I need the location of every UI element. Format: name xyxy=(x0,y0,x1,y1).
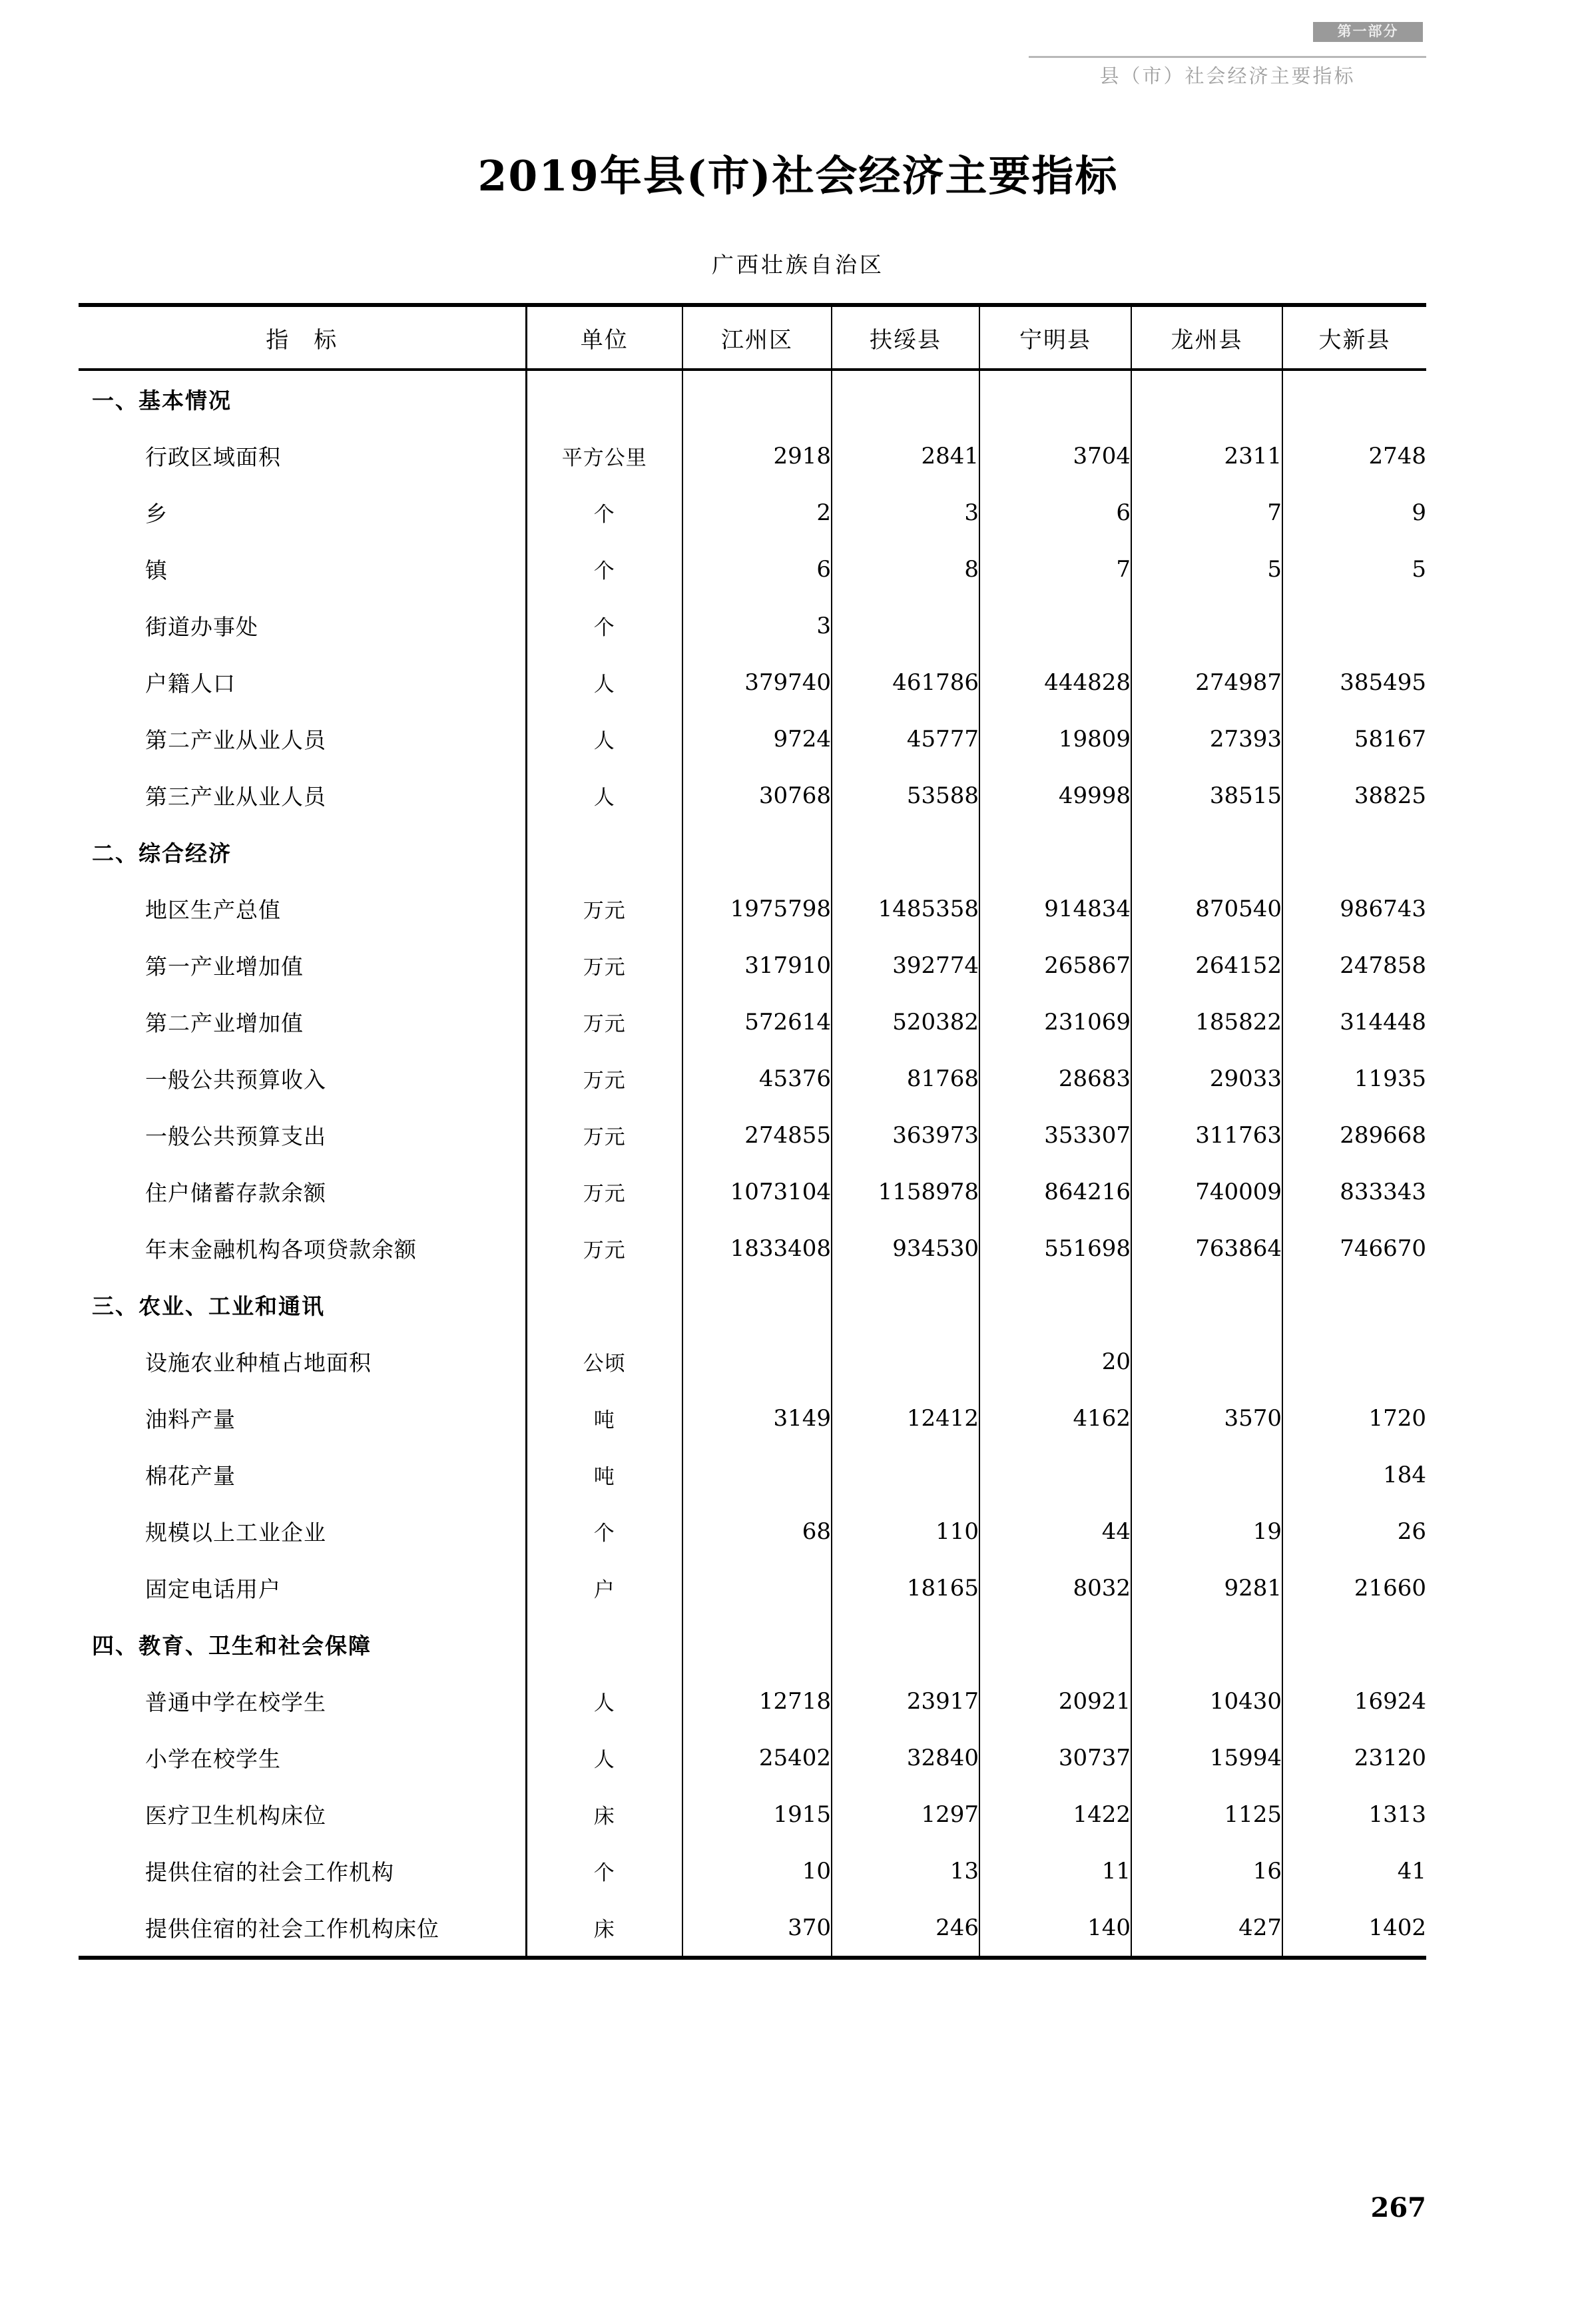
value-cell: 461786 xyxy=(832,654,979,711)
value-cell: 1158978 xyxy=(832,1163,979,1220)
unit-cell: 万元 xyxy=(526,994,682,1050)
unit-cell: 人 xyxy=(526,1729,682,1786)
table-row xyxy=(79,1899,1426,1956)
value-cell: 10 xyxy=(682,1843,832,1899)
column-header-5: 龙州县 xyxy=(1131,307,1282,368)
value-cell xyxy=(682,1333,832,1390)
value-cell xyxy=(1131,371,1282,428)
value-cell: 392774 xyxy=(832,937,979,994)
indicator-label: 行政区域面积 xyxy=(145,444,281,470)
value-cell: 140 xyxy=(979,1899,1131,1956)
value-cell: 20 xyxy=(979,1333,1131,1390)
value-cell: 11 xyxy=(979,1843,1131,1899)
value-cell: 427 xyxy=(1131,1899,1282,1956)
table-row xyxy=(79,711,1426,767)
value-cell: 27393 xyxy=(1131,711,1282,767)
value-cell: 41 xyxy=(1282,1843,1426,1899)
value-cell xyxy=(832,597,979,654)
value-cell xyxy=(682,1616,832,1673)
section-row xyxy=(79,1277,1426,1333)
unit-cell: 人 xyxy=(526,767,682,824)
header-rule xyxy=(1029,56,1426,58)
value-cell: 2311 xyxy=(1131,428,1282,484)
value-cell: 265867 xyxy=(979,937,1131,994)
value-cell: 2918 xyxy=(682,428,832,484)
value-cell xyxy=(1131,1333,1282,1390)
value-cell xyxy=(1282,1333,1426,1390)
value-cell: 12718 xyxy=(682,1673,832,1729)
value-cell: 311763 xyxy=(1131,1107,1282,1163)
unit-cell: 个 xyxy=(526,597,682,654)
unit-cell: 人 xyxy=(526,1673,682,1729)
unit-cell: 个 xyxy=(526,541,682,597)
value-cell: 363973 xyxy=(832,1107,979,1163)
indicator-label: 街道办事处 xyxy=(145,614,258,640)
value-cell: 3 xyxy=(832,484,979,541)
value-cell: 870540 xyxy=(1131,880,1282,937)
column-header-2: 江州区 xyxy=(682,307,832,368)
table-row xyxy=(79,541,1426,597)
value-cell: 9281 xyxy=(1131,1560,1282,1616)
value-cell xyxy=(1131,824,1282,880)
section-row xyxy=(79,371,1426,428)
value-cell: 317910 xyxy=(682,937,832,994)
value-cell xyxy=(979,1277,1131,1333)
value-cell: 2841 xyxy=(832,428,979,484)
value-cell: 4162 xyxy=(979,1390,1131,1446)
value-cell: 746670 xyxy=(1282,1220,1426,1277)
table-row xyxy=(79,1729,1426,1786)
value-cell: 1125 xyxy=(1131,1786,1282,1843)
value-cell xyxy=(1282,371,1426,428)
indicator-label: 户籍人口 xyxy=(145,671,236,697)
unit-cell xyxy=(526,1616,682,1673)
unit-cell: 万元 xyxy=(526,1220,682,1277)
unit-cell: 万元 xyxy=(526,1050,682,1107)
indicator-label: 固定电话用户 xyxy=(145,1576,281,1602)
value-cell xyxy=(979,1616,1131,1673)
value-cell: 551698 xyxy=(979,1220,1131,1277)
value-cell: 2748 xyxy=(1282,428,1426,484)
value-cell: 16 xyxy=(1131,1843,1282,1899)
table-row xyxy=(79,1446,1426,1503)
table-bottom-rule xyxy=(79,1956,1426,1960)
part-badge: 第一部分 xyxy=(1313,22,1423,42)
table-row xyxy=(79,1673,1426,1729)
value-cell: 38515 xyxy=(1131,767,1282,824)
value-cell: 520382 xyxy=(832,994,979,1050)
value-cell: 914834 xyxy=(979,880,1131,937)
value-cell: 26 xyxy=(1282,1503,1426,1560)
value-cell: 23917 xyxy=(832,1673,979,1729)
table-header-row xyxy=(79,307,1426,368)
value-cell: 10430 xyxy=(1131,1673,1282,1729)
table-row xyxy=(79,880,1426,937)
value-cell: 185822 xyxy=(1131,994,1282,1050)
unit-cell: 万元 xyxy=(526,880,682,937)
value-cell: 2 xyxy=(682,484,832,541)
value-cell: 9 xyxy=(1282,484,1426,541)
value-cell: 740009 xyxy=(1131,1163,1282,1220)
value-cell: 3 xyxy=(682,597,832,654)
indicator-label: 医疗卫生机构床位 xyxy=(145,1803,326,1829)
value-cell: 18165 xyxy=(832,1560,979,1616)
value-cell: 246 xyxy=(832,1899,979,1956)
indicator-label: 一般公共预算收入 xyxy=(145,1067,326,1093)
table-row xyxy=(79,1163,1426,1220)
indicator-label: 普通中学在校学生 xyxy=(145,1689,326,1715)
section-label: 三、农业、工业和通讯 xyxy=(92,1293,325,1319)
value-cell xyxy=(1131,1616,1282,1673)
value-cell: 1297 xyxy=(832,1786,979,1843)
table-row xyxy=(79,1843,1426,1899)
column-header-3: 扶绥县 xyxy=(832,307,979,368)
unit-cell: 个 xyxy=(526,1503,682,1560)
value-cell: 19 xyxy=(1131,1503,1282,1560)
value-cell: 29033 xyxy=(1131,1050,1282,1107)
unit-cell: 万元 xyxy=(526,937,682,994)
table-row xyxy=(79,937,1426,994)
value-cell: 1422 xyxy=(979,1786,1131,1843)
value-cell: 1915 xyxy=(682,1786,832,1843)
value-cell: 5 xyxy=(1131,541,1282,597)
indicator-label: 乡 xyxy=(145,501,168,527)
indicator-label: 第三产业从业人员 xyxy=(145,784,326,810)
value-cell: 370 xyxy=(682,1899,832,1956)
unit-cell: 人 xyxy=(526,654,682,711)
value-cell: 444828 xyxy=(979,654,1131,711)
value-cell xyxy=(832,1277,979,1333)
value-cell xyxy=(1131,1277,1282,1333)
value-cell xyxy=(682,824,832,880)
indicator-label: 地区生产总值 xyxy=(145,897,281,923)
value-cell: 81768 xyxy=(832,1050,979,1107)
value-cell: 9724 xyxy=(682,711,832,767)
indicator-label: 棉花产量 xyxy=(145,1463,236,1489)
running-header xyxy=(0,0,1596,113)
value-cell: 15994 xyxy=(1131,1729,1282,1786)
region-subtitle: 广西壮族自治区 xyxy=(712,252,884,278)
value-cell: 110 xyxy=(832,1503,979,1560)
indicator-label: 第二产业增加值 xyxy=(145,1010,304,1036)
unit-cell: 个 xyxy=(526,1843,682,1899)
value-cell xyxy=(832,824,979,880)
value-cell xyxy=(1282,1616,1426,1673)
table-row xyxy=(79,428,1426,484)
value-cell: 986743 xyxy=(1282,880,1426,937)
value-cell: 53588 xyxy=(832,767,979,824)
value-cell: 3149 xyxy=(682,1390,832,1446)
section-label: 四、教育、卫生和社会保障 xyxy=(92,1633,372,1659)
value-cell xyxy=(682,371,832,428)
value-cell: 38825 xyxy=(1282,767,1426,824)
table-row xyxy=(79,1390,1426,1446)
value-cell: 58167 xyxy=(1282,711,1426,767)
value-cell xyxy=(979,824,1131,880)
section-row xyxy=(79,824,1426,880)
unit-cell: 户 xyxy=(526,1560,682,1616)
value-cell: 16924 xyxy=(1282,1673,1426,1729)
table-row xyxy=(79,1503,1426,1560)
value-cell: 1833408 xyxy=(682,1220,832,1277)
indicator-label: 规模以上工业企业 xyxy=(145,1520,326,1546)
value-cell: 6 xyxy=(682,541,832,597)
unit-cell: 人 xyxy=(526,711,682,767)
value-cell: 379740 xyxy=(682,654,832,711)
value-cell: 385495 xyxy=(1282,654,1426,711)
value-cell xyxy=(682,1560,832,1616)
value-cell xyxy=(979,1446,1131,1503)
table-row xyxy=(79,1786,1426,1843)
value-cell xyxy=(979,597,1131,654)
unit-cell xyxy=(526,824,682,880)
indicator-label: 设施农业种植占地面积 xyxy=(145,1350,372,1376)
table-row xyxy=(79,1333,1426,1390)
value-cell: 28683 xyxy=(979,1050,1131,1107)
unit-cell: 平方公里 xyxy=(526,428,682,484)
value-cell: 25402 xyxy=(682,1729,832,1786)
value-cell: 32840 xyxy=(832,1729,979,1786)
value-cell: 3570 xyxy=(1131,1390,1282,1446)
unit-cell: 床 xyxy=(526,1786,682,1843)
section-label: 一、基本情况 xyxy=(92,388,232,414)
statistics-table xyxy=(79,303,1426,1960)
value-cell: 1073104 xyxy=(682,1163,832,1220)
value-cell xyxy=(832,1333,979,1390)
indicator-label: 镇 xyxy=(145,557,168,583)
value-cell xyxy=(1282,1277,1426,1333)
value-cell: 23120 xyxy=(1282,1729,1426,1786)
value-cell: 274855 xyxy=(682,1107,832,1163)
value-cell xyxy=(1131,1446,1282,1503)
table-row xyxy=(79,767,1426,824)
value-cell: 44 xyxy=(979,1503,1131,1560)
indicator-label: 年末金融机构各项贷款余额 xyxy=(145,1237,417,1263)
value-cell: 3704 xyxy=(979,428,1131,484)
indicator-label: 油料产量 xyxy=(145,1406,236,1432)
table-row xyxy=(79,1107,1426,1163)
value-cell: 1313 xyxy=(1282,1786,1426,1843)
column-header-6: 大新县 xyxy=(1282,307,1426,368)
value-cell: 289668 xyxy=(1282,1107,1426,1163)
column-header-0: 指 标 xyxy=(266,326,338,354)
value-cell: 68 xyxy=(682,1503,832,1560)
unit-cell xyxy=(526,371,682,428)
value-cell: 19809 xyxy=(979,711,1131,767)
unit-cell xyxy=(526,1277,682,1333)
value-cell: 934530 xyxy=(832,1220,979,1277)
indicator-label: 提供住宿的社会工作机构床位 xyxy=(145,1916,439,1942)
value-cell xyxy=(1131,597,1282,654)
value-cell: 7 xyxy=(1131,484,1282,541)
unit-cell: 个 xyxy=(526,484,682,541)
rule xyxy=(79,1956,1426,1960)
unit-cell: 吨 xyxy=(526,1446,682,1503)
indicator-label: 提供住宿的社会工作机构 xyxy=(145,1859,394,1885)
value-cell xyxy=(832,1616,979,1673)
value-cell: 763864 xyxy=(1131,1220,1282,1277)
section-label: 二、综合经济 xyxy=(92,840,232,866)
value-cell: 184 xyxy=(1282,1446,1426,1503)
value-cell xyxy=(1282,597,1426,654)
value-cell: 5 xyxy=(1282,541,1426,597)
section-row xyxy=(79,1616,1426,1673)
value-cell: 314448 xyxy=(1282,994,1426,1050)
value-cell: 11935 xyxy=(1282,1050,1426,1107)
indicator-label: 小学在校学生 xyxy=(145,1746,281,1772)
value-cell: 8032 xyxy=(979,1560,1131,1616)
value-cell: 30737 xyxy=(979,1729,1131,1786)
table-row xyxy=(79,1560,1426,1616)
value-cell xyxy=(682,1446,832,1503)
value-cell: 8 xyxy=(832,541,979,597)
value-cell: 6 xyxy=(979,484,1131,541)
value-cell: 353307 xyxy=(979,1107,1131,1163)
indicator-table xyxy=(79,303,1426,1960)
value-cell: 572614 xyxy=(682,994,832,1050)
unit-cell: 万元 xyxy=(526,1107,682,1163)
unit-cell: 吨 xyxy=(526,1390,682,1446)
value-cell: 20921 xyxy=(979,1673,1131,1729)
unit-cell: 万元 xyxy=(526,1163,682,1220)
value-cell: 7 xyxy=(979,541,1131,597)
value-cell: 274987 xyxy=(1131,654,1282,711)
unit-cell: 床 xyxy=(526,1899,682,1956)
value-cell: 21660 xyxy=(1282,1560,1426,1616)
indicator-label: 住户储蓄存款余额 xyxy=(145,1180,326,1206)
value-cell: 1485358 xyxy=(832,880,979,937)
table-row xyxy=(79,1220,1426,1277)
value-cell: 833343 xyxy=(1282,1163,1426,1220)
value-cell: 1402 xyxy=(1282,1899,1426,1956)
value-cell xyxy=(979,371,1131,428)
value-cell: 13 xyxy=(832,1843,979,1899)
table-row xyxy=(79,484,1426,541)
indicator-label: 第一产业增加值 xyxy=(145,954,304,980)
value-cell: 247858 xyxy=(1282,937,1426,994)
value-cell: 864216 xyxy=(979,1163,1131,1220)
value-cell xyxy=(682,1277,832,1333)
value-cell xyxy=(1282,824,1426,880)
value-cell: 231069 xyxy=(979,994,1131,1050)
indicator-label: 一般公共预算支出 xyxy=(145,1123,326,1149)
indicator-label: 第二产业从业人员 xyxy=(145,727,326,753)
running-header-title: 县（市）社会经济主要指标 xyxy=(1099,65,1356,87)
value-cell: 45376 xyxy=(682,1050,832,1107)
column-header-1: 单位 xyxy=(526,307,682,368)
value-cell: 49998 xyxy=(979,767,1131,824)
value-cell: 12412 xyxy=(832,1390,979,1446)
value-cell xyxy=(832,371,979,428)
value-cell: 264152 xyxy=(1131,937,1282,994)
value-cell: 30768 xyxy=(682,767,832,824)
value-cell: 1720 xyxy=(1282,1390,1426,1446)
table-row xyxy=(79,994,1426,1050)
unit-cell: 公顷 xyxy=(526,1333,682,1390)
table-row xyxy=(79,597,1426,654)
table-row xyxy=(79,654,1426,711)
column-header-4: 宁明县 xyxy=(979,307,1131,368)
page-title: 2019年县(市)社会经济主要指标 xyxy=(477,151,1119,200)
table-row xyxy=(79,1050,1426,1107)
page-number: 267 xyxy=(1370,2192,1426,2223)
value-cell: 45777 xyxy=(832,711,979,767)
value-cell: 1975798 xyxy=(682,880,832,937)
value-cell xyxy=(832,1446,979,1503)
